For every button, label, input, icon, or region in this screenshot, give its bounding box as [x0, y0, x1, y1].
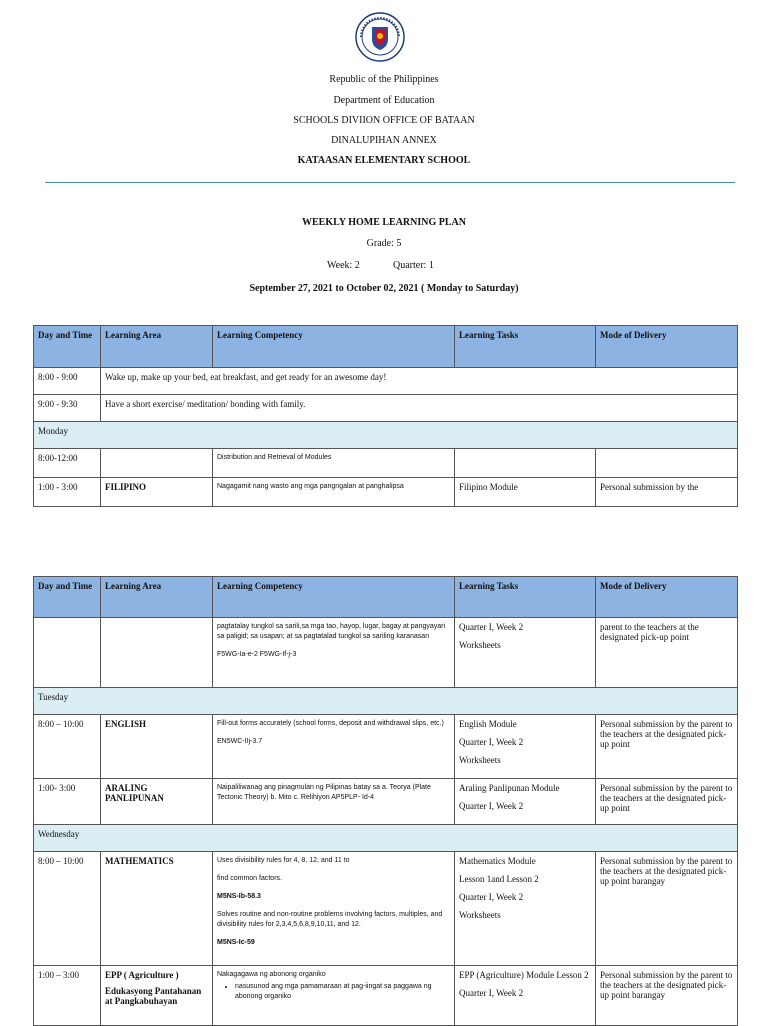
cell-time: 8:00-12:00: [34, 449, 101, 478]
cell-mode: Personal submission by the parent to the teachers at the designated pick-up point barangay: [596, 852, 738, 966]
task-line: Worksheets: [459, 910, 501, 920]
quarter-label: Quarter: 1: [393, 260, 434, 271]
cell-competency: Distribution and Retrieval of Modules: [213, 449, 455, 478]
task-line: Worksheets: [459, 755, 501, 765]
table-row: [34, 852, 738, 966]
cell-mode: Personal submission by the parent to the teachers at the designated pick-up point barangay: [596, 966, 738, 1026]
header-divider: [45, 182, 735, 183]
task-line: Mathematics Module: [459, 856, 536, 866]
competency-text: find common factors.: [217, 875, 282, 882]
cell-area: ARALING PANLIPUNAN: [101, 779, 213, 825]
task-line: Lesson 1and Lesson 2: [459, 874, 539, 884]
competency-code: EN5WC-IIj-3.7: [217, 738, 263, 745]
day-label: Tuesday: [34, 688, 738, 715]
cell-mode: parent to the teachers at the designated pick-up point: [596, 618, 738, 688]
col-day-time: Day and Time: [34, 577, 101, 618]
cell-time: 8:00 - 9:00: [34, 368, 101, 395]
competency-text: Uses divisibility rules for 4, 8, 12, and 11 to: [217, 857, 350, 864]
cell-area: ENGLISH: [101, 715, 213, 779]
grade-label: Grade: 5: [366, 238, 402, 249]
area-line: EPP ( Agriculture ): [105, 970, 179, 980]
table-row: [34, 618, 738, 688]
task-line: Quarter I, Week 2: [459, 622, 524, 632]
table-row: [34, 966, 738, 1026]
day-row-wednesday: [34, 825, 738, 852]
task-line: Quarter I, Week 2: [459, 988, 524, 998]
cell-mode: Personal submission by the parent to the teachers at the designated pick-up point: [596, 779, 738, 825]
col-mode-of-delivery: Mode of Delivery: [596, 577, 738, 618]
task-line: Worksheets: [459, 640, 501, 650]
cell-competency: [213, 852, 455, 966]
day-label: Wednesday: [34, 825, 738, 852]
task-line: EPP (Agriculture) Module Lesson 2: [459, 970, 589, 980]
cell-mode: Personal submission by the: [596, 478, 738, 507]
cell-mode: Personal submission by the parent to the teachers at the designated pick-up point: [596, 715, 738, 779]
task-line: Quarter I, Week 2: [459, 801, 524, 811]
col-day-time: Day and Time: [34, 326, 101, 368]
cell-area: [101, 966, 213, 1026]
deped-seal-logo: [355, 12, 405, 62]
cell-area: [101, 449, 213, 478]
cell-routine: Wake up, make up your bed, eat breakfast, and get ready for an awesome day!: [101, 368, 738, 395]
cell-tasks: [455, 779, 596, 825]
task-line: Quarter I, Week 2: [459, 737, 524, 747]
col-learning-tasks: Learning Tasks: [455, 577, 596, 618]
table-row: [34, 449, 738, 478]
table-header-row: [34, 326, 738, 368]
date-range: September 27, 2021 to October 02, 2021 ( Monday to Saturday): [249, 283, 519, 294]
cell-area: FILIPINO: [101, 478, 213, 507]
cell-time: 8:00 – 10:00: [34, 852, 101, 966]
header-line-2: Department of Education: [333, 95, 435, 106]
day-row-monday: [34, 422, 738, 449]
learning-plan-table-2: [33, 576, 738, 1026]
cell-area: [101, 618, 213, 688]
cell-time: 8:00 – 10:00: [34, 715, 101, 779]
competency-text: Nakagagawa ng abonong organiko: [217, 971, 326, 978]
cell-time: 1:00 - 3:00: [34, 478, 101, 507]
competency-text: pagtatalay tungkol sa sarili,sa mga tao, hayop, lugar, bagay at pangyayari sa paligid; sa usapan; at sa pagtatalad tungkol sa sariling karanasan: [217, 623, 446, 640]
cell-routine: Have a short exercise/ meditation/ bonding with family.: [101, 395, 738, 422]
col-learning-area: Learning Area: [101, 326, 213, 368]
table-row: [34, 779, 738, 825]
col-learning-tasks: Learning Tasks: [455, 326, 596, 368]
competency-bullet: • nasusunod ang mga pamamaraan at pag-iingat sa paggawa ng abonong organiko: [235, 982, 450, 1002]
col-mode-of-delivery: Mode of Delivery: [596, 326, 738, 368]
cell-tasks: [455, 449, 596, 478]
competency-text: Solves routine and non-routine problems involving factors, multiples, and divisibility rules for 2,3,4,5,6,8,9,10,11, and 12.: [217, 911, 443, 928]
cell-tasks: [455, 618, 596, 688]
task-line: Araling Panlipunan Module: [459, 783, 560, 793]
competency-code: M5NS-Ic-59: [217, 939, 255, 946]
table-header-row: [34, 577, 738, 618]
week-label: Week: 2: [327, 260, 360, 271]
cell-mode: [596, 449, 738, 478]
competency-code: F5WG-Ia-e-2 F5WG-If-j-3: [217, 651, 297, 658]
competency-code: M5NS-Ib-58.3: [217, 893, 261, 900]
cell-competency: [213, 715, 455, 779]
learning-plan-table-1: [33, 325, 738, 507]
day-row-tuesday: [34, 688, 738, 715]
cell-time: 1:00- 3:00: [34, 779, 101, 825]
cell-time: 9:00 - 9:30: [34, 395, 101, 422]
area-line: Edukasyong Pantahanan at Pangkabuhayan: [105, 986, 202, 1006]
table-row: [34, 368, 738, 395]
cell-tasks: Filipino Module: [455, 478, 596, 507]
col-learning-competency: Learning Competency: [213, 326, 455, 368]
table-row: [34, 395, 738, 422]
school-name: KATAASAN ELEMENTARY SCHOOL: [297, 155, 471, 166]
cell-time: 1:00 – 3:00: [34, 966, 101, 1026]
cell-time: [34, 618, 101, 688]
table-row: [34, 715, 738, 779]
col-learning-competency: Learning Competency: [213, 577, 455, 618]
col-learning-area: Learning Area: [101, 577, 213, 618]
cell-competency: Nagagamit nang wasto ang mga pangngalan at panghalipsa: [213, 478, 455, 507]
cell-tasks: [455, 966, 596, 1026]
cell-competency: Naipaliliwanag ang pinagmulan ng Pilipinas batay sa a. Teorya (Plate Tectonic Theory) b. Mito c. Relihiyon AP5PLP- Id-4: [213, 779, 455, 825]
header-line-3: SCHOOLS DIVIION OFFICE OF BATAAN: [293, 115, 475, 126]
cell-tasks: [455, 852, 596, 966]
task-line: Quarter I, Week 2: [459, 892, 524, 902]
competency-text: Fill-out forms accurately (school forms, deposit and withdrawal slips, etc.): [217, 720, 444, 727]
day-label: Monday: [34, 422, 738, 449]
task-line: English Module: [459, 719, 517, 729]
header-line-4: DINALUPIHAN ANNEX: [331, 135, 437, 146]
cell-area: MATHEMATICS: [101, 852, 213, 966]
header-line-1: Republic of the Philippines: [329, 74, 439, 85]
cell-competency: [213, 966, 455, 1026]
table-row: [34, 478, 738, 507]
cell-competency: [213, 618, 455, 688]
plan-title: WEEKLY HOME LEARNING PLAN: [301, 217, 466, 228]
cell-tasks: [455, 715, 596, 779]
